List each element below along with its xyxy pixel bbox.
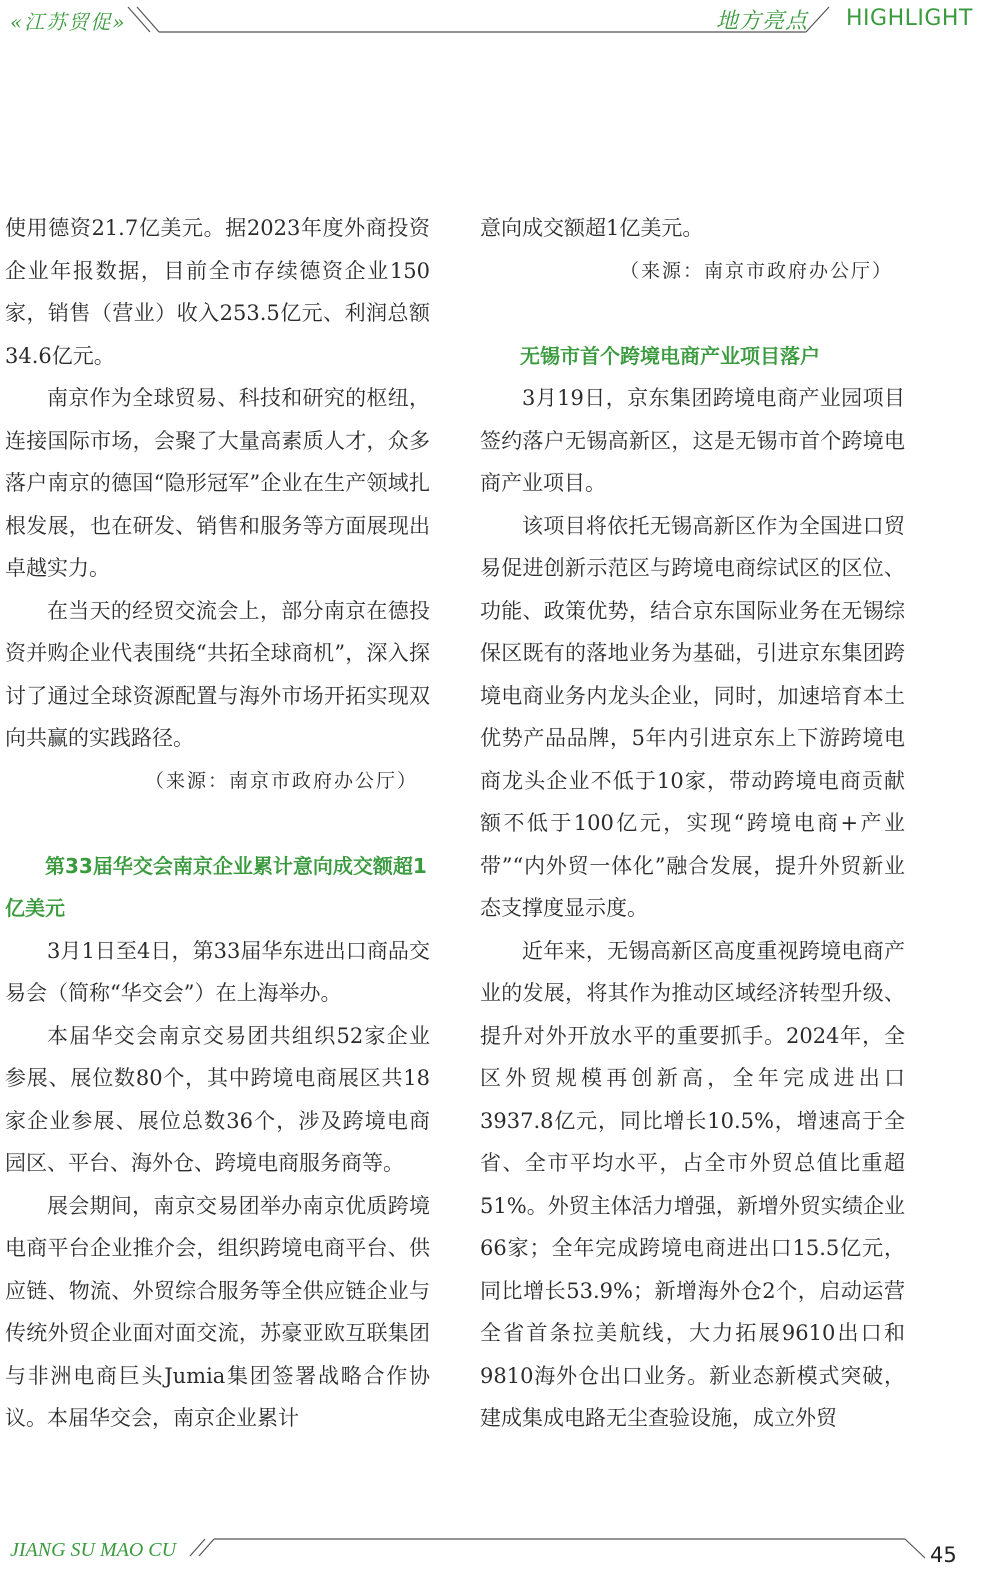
section-name-cn: 地方亮点 bbox=[716, 9, 809, 34]
magazine-pinyin: JIANG SU MAO CU bbox=[10, 1539, 177, 1561]
left-paragraph-5: 本届华交会南京交易团共组织52家企业参展、展位数80个，其中跨境电商展区共18家企业参展、展位总数36个，涉及跨境电商园区、平台、海外仓、跨境电商服务商等。 bbox=[5, 1023, 430, 1175]
section-name-en: HIGHLIGHT bbox=[846, 6, 973, 31]
right-paragraph-1: 意向成交额超1亿美元。 bbox=[480, 216, 704, 240]
left-paragraph-1: 使用德资21.7亿美元。据2023年度外商投资企业年报数据，目前全市存续德资企业150家，销售（营业）收入253.5亿元、利润总额34.6亿元。 bbox=[5, 216, 430, 368]
left-paragraph-3: 在当天的经贸交流会上，部分南京在德投资并购企业代表围绕“共拓全球商机”，深入探讨了通过全球资源配置与海外市场开拓实现双向共赢的实践路径。 bbox=[5, 598, 430, 750]
right-paragraph-3: 该项目将依托无锡高新区作为全国进口贸易促进创新示范区与跨境电商综试区的区位、功能、政策优势，结合京东国际业务在无锡综保区既有的落地业务为基础，引进京东集团跨境电商业务内龙头企业，同时，加速培育本土优势产品品牌，5年内引进京东上下游跨境电商龙头企业不低于10家，带动跨境电商贡献额不低于100亿元，实现“跨境电商+产业带”“内外贸一体化”融合发展，提升外贸新业态支撑度显示度。 bbox=[480, 513, 905, 920]
left-source-note: （来源：南京市政府办公厅） bbox=[144, 769, 418, 792]
spacer bbox=[5, 802, 430, 845]
spacer bbox=[480, 292, 905, 335]
right-column bbox=[480, 207, 905, 1440]
right-paragraph-2: 3月19日，京东集团跨境电商产业园项目签约落户无锡高新区，这是无锡市首个跨境电商产业项目。 bbox=[480, 386, 905, 495]
right-article-heading: 无锡市首个跨境电商产业项目落户 bbox=[520, 343, 820, 368]
page-number: 45 bbox=[930, 1543, 957, 1567]
magazine-name: «江苏贸促» bbox=[10, 10, 127, 34]
right-source-note: （来源：南京市政府办公厅） bbox=[619, 259, 893, 282]
left-column bbox=[5, 207, 430, 1440]
footer-rule bbox=[190, 1539, 925, 1558]
right-paragraph-4: 近年来，无锡高新区高度重视跨境电商产业的发展，将其作为推动区域经济转型升级、提升对外开放水平的重要抓手。2024年，全区外贸规模再创新高，全年完成进出口3937.8亿元，同比增长10.5%，增速高于全省、全市平均水平，占全市外贸总值比重超51%。外贸主体活力增强，新增外贸实绩企业66家；全年完成跨境电商进出口15.5亿元，同比增长53.9%；新增海外仓2个，启动运营全省首条拉美航线，大力拓展9610出口和9810海外仓出口业务。新业态新模式突破，建成集成电路无尘查验设施，成立外贸 bbox=[480, 938, 905, 1430]
left-article-heading: 第33届华交会南京企业累计意向成交额超1亿美元 bbox=[5, 853, 427, 920]
left-paragraph-4: 3月1日至4日，第33届华东进出口商品交易会（简称“华交会”）在上海举办。 bbox=[5, 938, 430, 1005]
left-paragraph-6: 展会期间，南京交易团举办南京优质跨境电商平台企业推介会，组织跨境电商平台、供应链、物流、外贸综合服务等全供应链企业与传统外贸企业面对面交流，苏豪亚欧互联集团与非洲电商巨头Jumia集团签署战略合作协议。本届华交会，南京企业累计 bbox=[5, 1193, 430, 1430]
left-paragraph-2: 南京作为全球贸易、科技和研究的枢纽，连接国际市场，会聚了大量高素质人才，众多落户南京的德国“隐形冠军”企业在生产领域扎根发展，也在研发、销售和服务等方面展现出卓越实力。 bbox=[5, 386, 430, 580]
